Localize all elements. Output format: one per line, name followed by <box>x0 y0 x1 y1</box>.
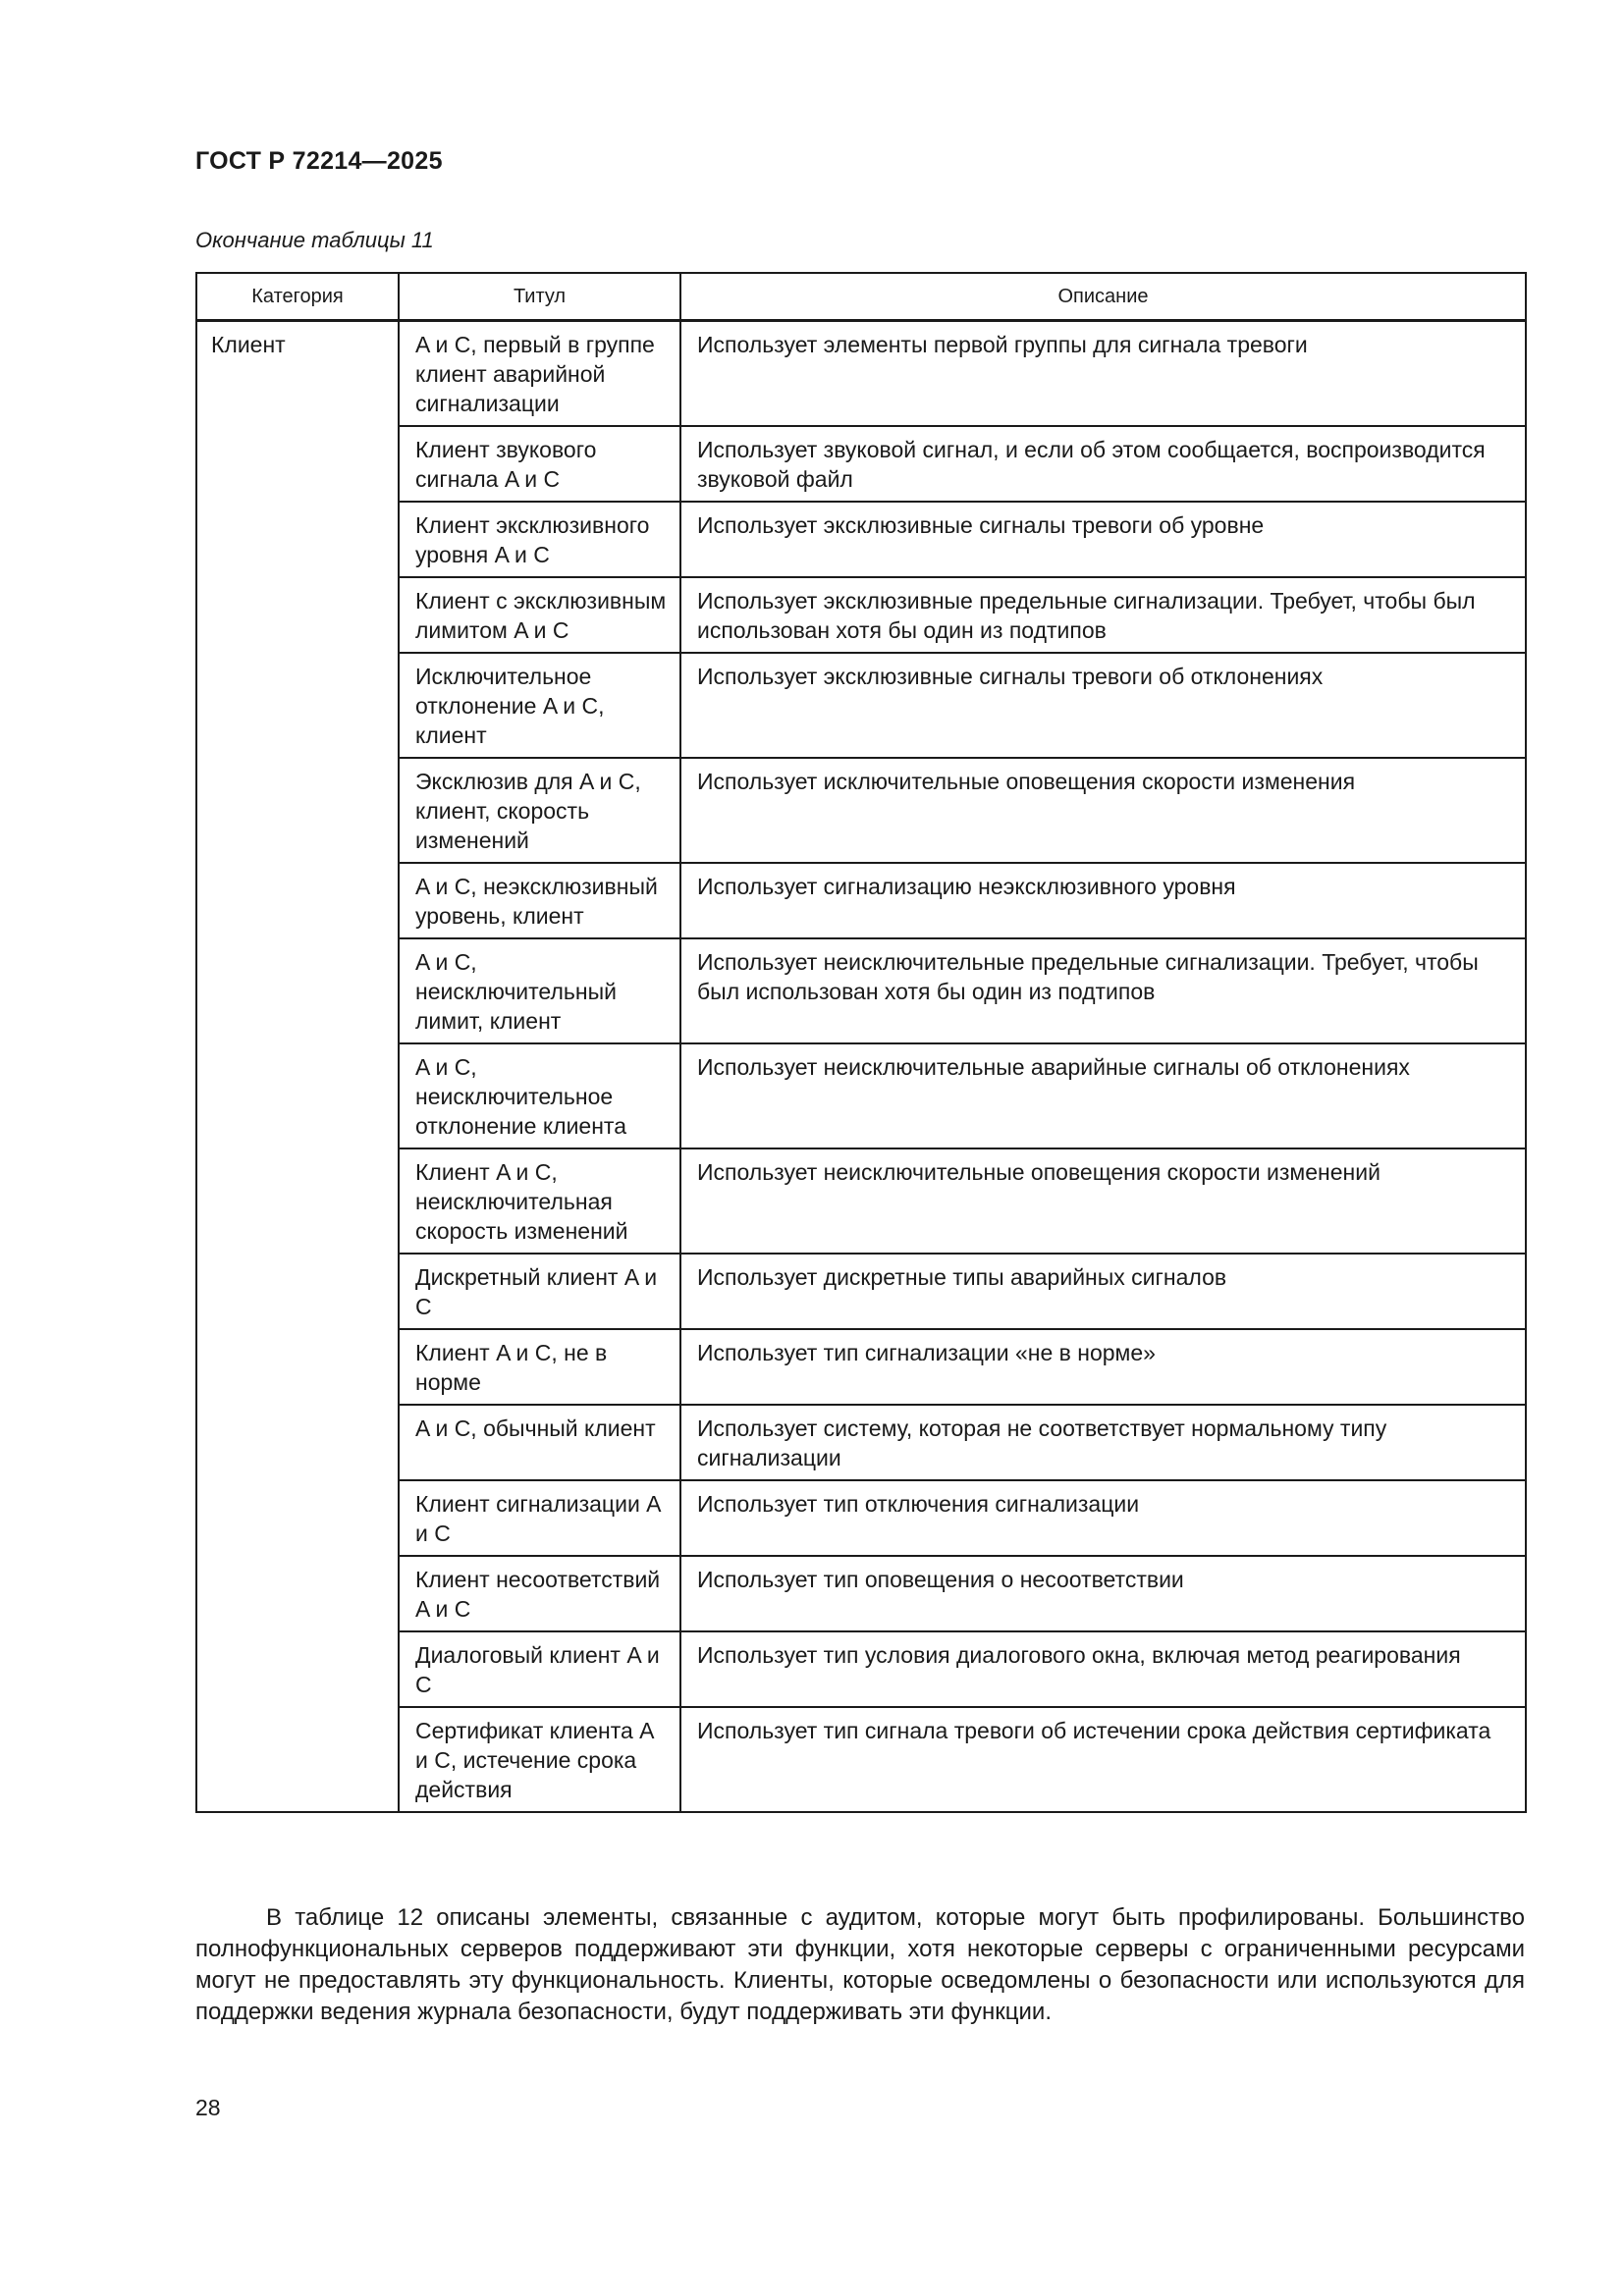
description-cell: Использует систему, которая не соответствует нормальному типу сигнализации <box>680 1405 1526 1480</box>
table-body <box>196 321 1526 1813</box>
column-header-description: Описание <box>680 273 1526 321</box>
title-cell: A и C, неисключительное отклонение клиента <box>399 1043 680 1148</box>
description-cell: Использует неисключительные предельные сигнализации. Требует, чтобы был использован хотя бы один из подтипов <box>680 938 1526 1043</box>
description-cell: Использует исключительные оповещения скорости изменения <box>680 758 1526 863</box>
title-cell: Диалоговый клиент A и C <box>399 1631 680 1707</box>
description-cell: Использует звуковой сигнал, и если об этом сообщается, воспроизводится звуковой файл <box>680 426 1526 502</box>
description-cell: Использует дискретные типы аварийных сигналов <box>680 1254 1526 1329</box>
title-cell: Дискретный клиент A и C <box>399 1254 680 1329</box>
title-cell: Клиент несоответствий A и C <box>399 1556 680 1631</box>
description-cell: Использует тип сигнализации «не в норме» <box>680 1329 1526 1405</box>
description-cell: Использует тип сигнала тревоги об истечении срока действия сертификата <box>680 1707 1526 1812</box>
table-caption: Окончание таблицы 11 <box>195 228 434 252</box>
description-cell: Использует неисключительные оповещения скорости изменений <box>680 1148 1526 1254</box>
title-cell: A и C, первый в группе клиент аварийной сигнализации <box>399 321 680 427</box>
description-cell: Использует эксклюзивные сигналы тревоги об отклонениях <box>680 653 1526 758</box>
title-cell: A и C, неэксклюзивный уровень, клиент <box>399 863 680 938</box>
column-header-title: Титул <box>399 273 680 321</box>
title-cell: Эксклюзив для A и C, клиент, скорость изменений <box>399 758 680 863</box>
title-cell: Клиент звукового сигнала A и C <box>399 426 680 502</box>
description-cell: Использует эксклюзивные предельные сигнализации. Требует, чтобы был использован хотя бы один из подтипов <box>680 577 1526 653</box>
table-11 <box>195 272 1527 1813</box>
title-cell: Клиент эксклюзивного уровня A и C <box>399 502 680 577</box>
description-cell: Использует сигнализацию неэксклюзивного уровня <box>680 863 1526 938</box>
description-cell: Использует элементы первой группы для сигнала тревоги <box>680 321 1526 427</box>
title-cell: Сертификат клиента A и C, истечение срока действия <box>399 1707 680 1812</box>
description-cell: Использует тип отключения сигнализации <box>680 1480 1526 1556</box>
description-cell: Использует тип условия диалогового окна, включая метод реагирования <box>680 1631 1526 1707</box>
title-cell: Клиент сигнализации A и C <box>399 1480 680 1556</box>
table-row <box>196 321 1526 427</box>
description-cell: Использует неисключительные аварийные сигналы об отклонениях <box>680 1043 1526 1148</box>
description-cell: Использует эксклюзивные сигналы тревоги об уровне <box>680 502 1526 577</box>
table-header-row <box>196 273 1526 321</box>
title-cell: A и C, обычный клиент <box>399 1405 680 1480</box>
title-cell: Клиент с эксклюзивным лимитом A и C <box>399 577 680 653</box>
category-cell: Клиент <box>196 321 399 1813</box>
title-cell: Клиент A и C, неисключительная скорость изменений <box>399 1148 680 1254</box>
document-header: ГОСТ Р 72214—2025 <box>195 147 443 175</box>
body-paragraph: В таблице 12 описаны элементы, связанные с аудитом, которые могут быть профилированы. Большинство полнофункциональных серверов поддерживают эти функции, хотя некоторые серверы с ограниченными ресурсами могут не предоставлять эту функциональность. Клиенты, которые осведомлены о безопасности или используются для поддержки ведения журнала безопасности, будут поддерживать эти функции. <box>195 1904 1525 2025</box>
title-cell: Исключительное отклонение A и C, клиент <box>399 653 680 758</box>
title-cell: Клиент A и C, не в норме <box>399 1329 680 1405</box>
title-cell: A и C, неисключительный лимит, клиент <box>399 938 680 1043</box>
description-cell: Использует тип оповещения о несоответствии <box>680 1556 1526 1631</box>
column-header-category: Категория <box>196 273 399 321</box>
page-number: 28 <box>195 2095 221 2120</box>
